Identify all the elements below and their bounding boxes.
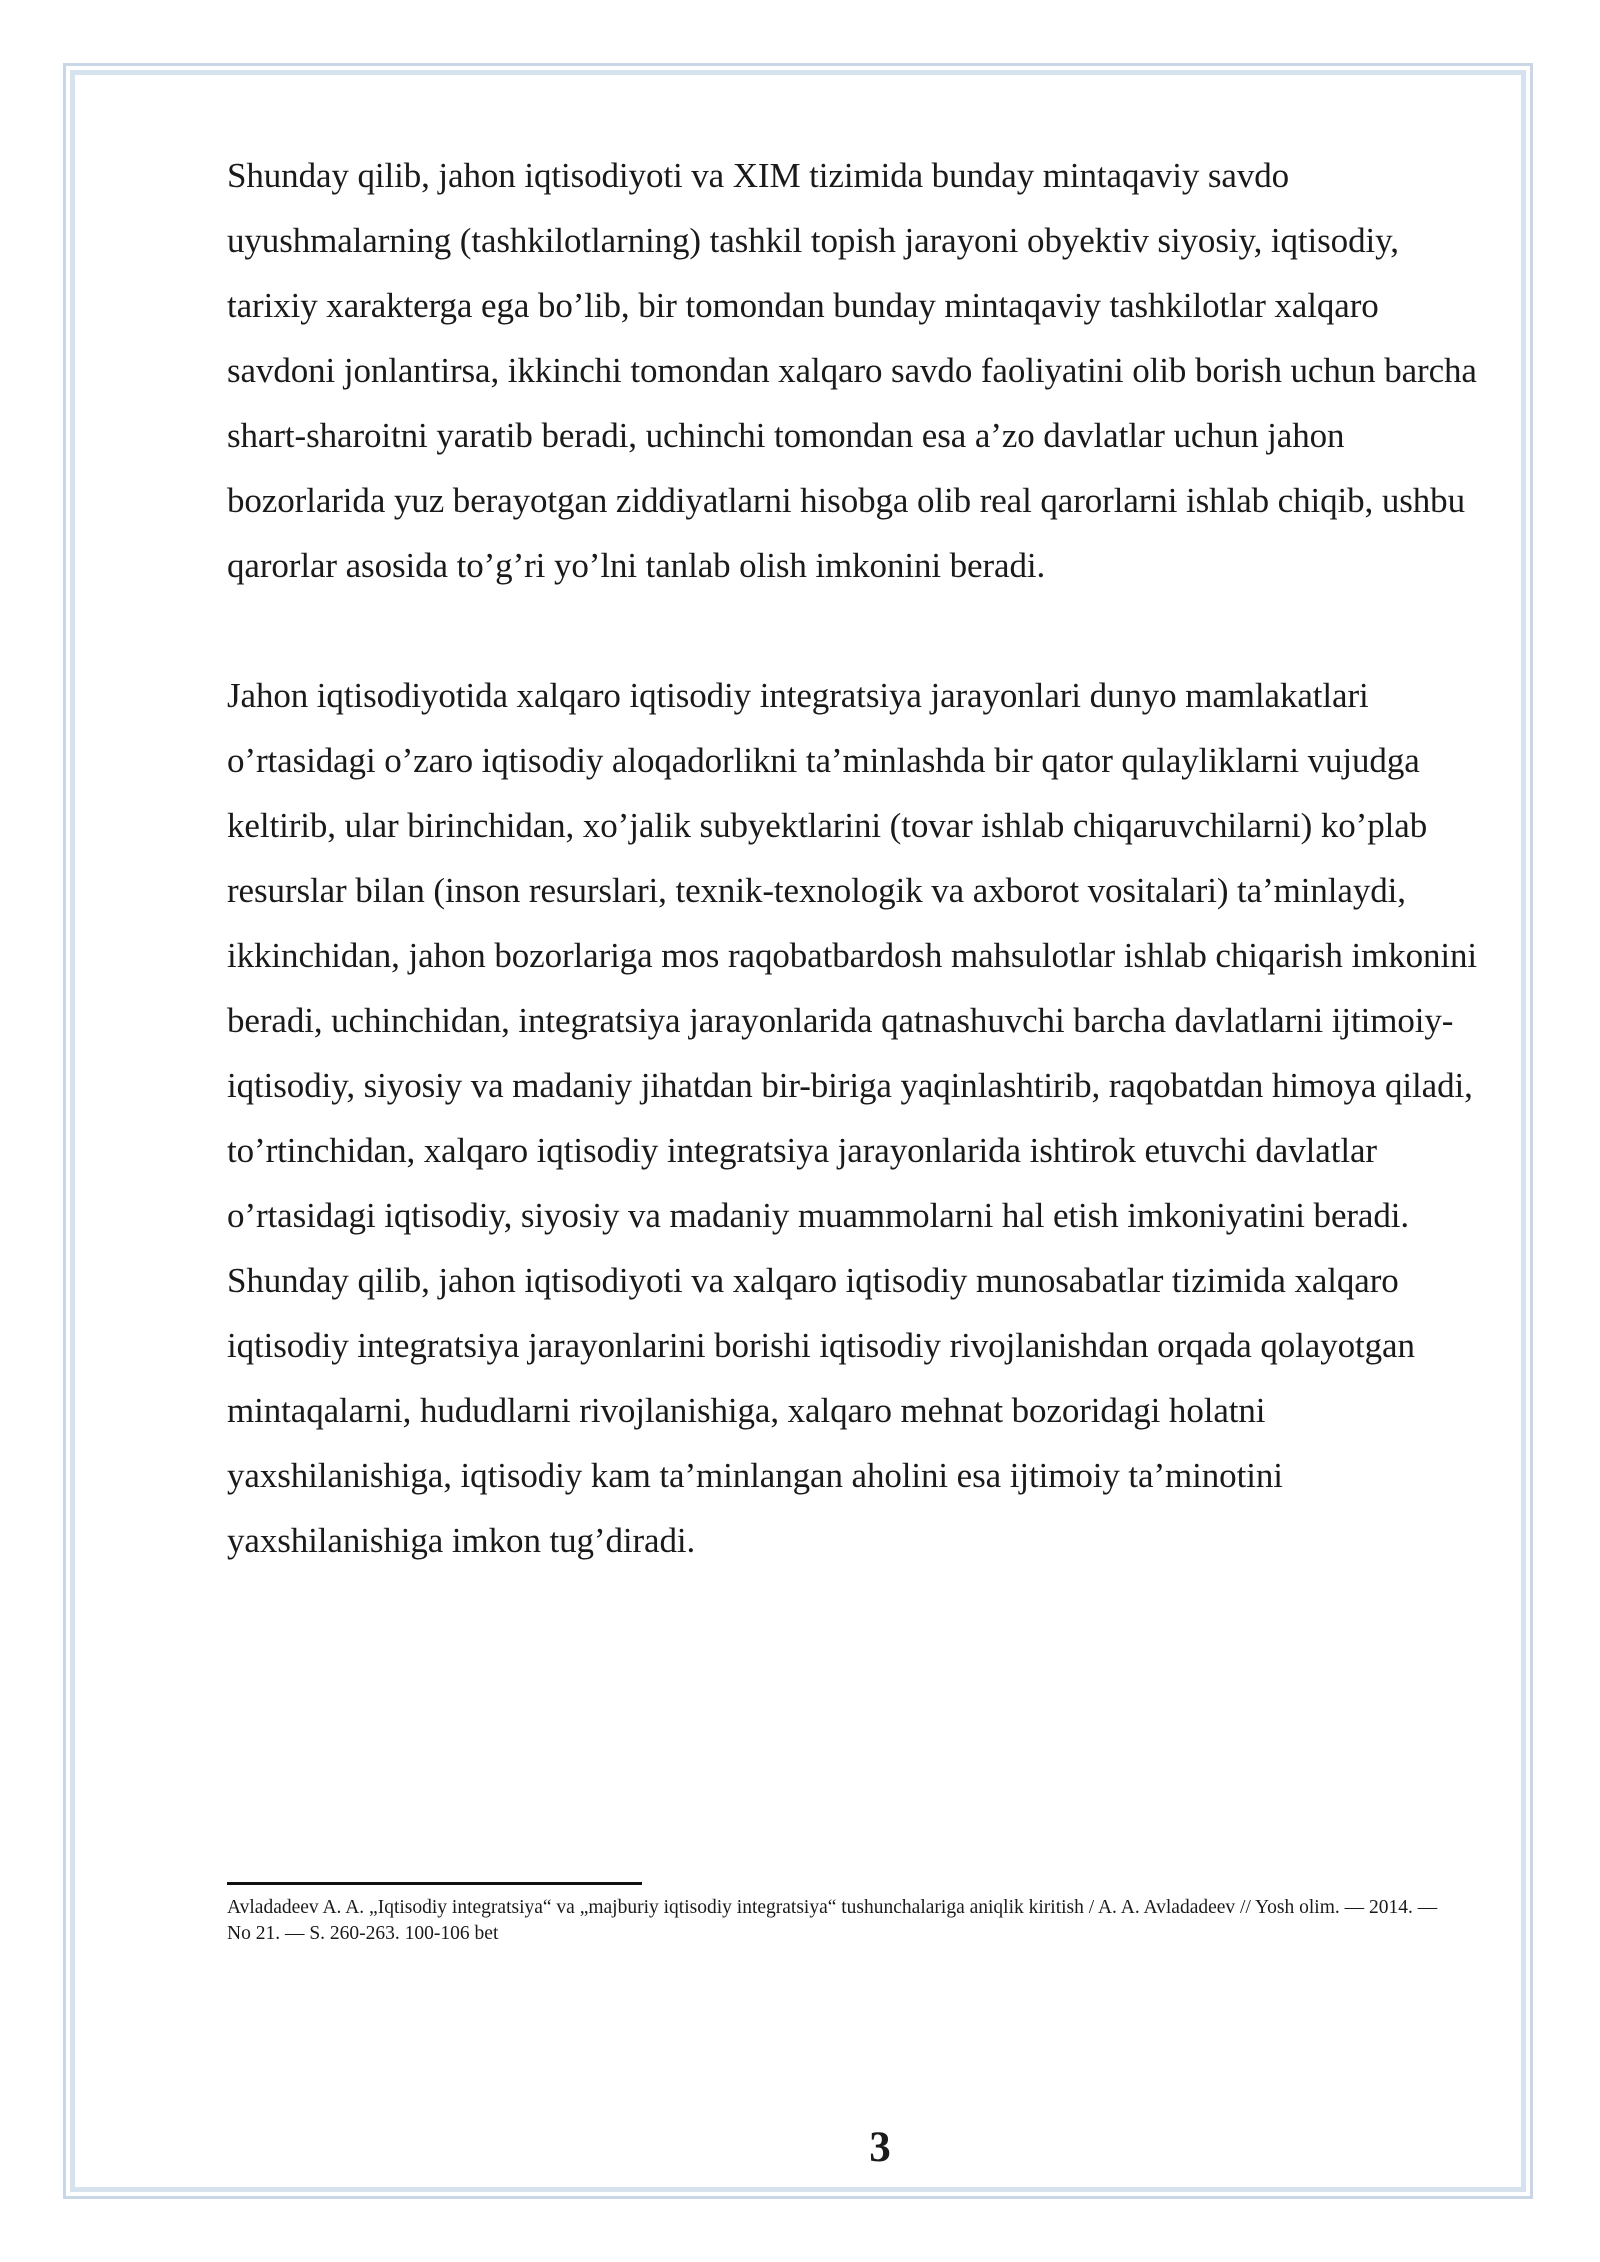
document-body	[227, 143, 1492, 1573]
paragraph-2: Jahon iqtisodiyotida xalqaro iqtisodiy integratsiya jarayonlari dunyo mamlakatlari o’rtasidagi o’zaro iqtisodiy aloqadorlikni ta’minlashda bir qator qulayliklarni vujudga keltirib, ular birinchidan, xo’jalik subyektlarini (tovar ishlab chiqaruvchilarni) ko’plab resurslar bilan (inson resurslari, texnik-texnologik va axborot vositalari) ta’minlaydi, ikkinchidan, jahon bozorlariga mos raqobatbardosh mahsulotlar ishlab chiqarish imkonini beradi, uchinchidan, integratsiya jarayonlarida qatnashuvchi barcha davlatlarni ijtimoiy-iqtisodiy, siyosiy va madaniy jihatdan bir-biriga yaqinlashtirib, raqobatdan himoya qiladi, to’rtinchidan, xalqaro iqtisodiy integratsiya jarayonlarida ishtirok etuvchi davlatlar o’rtasidagi iqtisodiy, siyosiy va madaniy muammolarni hal etish imkoniyatini beradi. Shunday qilib, jahon iqtisodiyoti va xalqaro iqtisodiy munosabatlar tizimida xalqaro iqtisodiy integratsiya jarayonlarini borishi iqtisodiy rivojlanishdan orqada qolayotgan mintaqalarni, hududlarni rivojlanishiga, xalqaro mehnat bozoridagi holatni yaxshilanishiga, iqtisodiy kam ta’minlangan aholini esa ijtimoiy ta’minotini yaxshilanishiga imkon tug’diradi.	[227, 676, 1478, 1560]
page-number: 3	[869, 2124, 891, 2171]
footnote: Avladadeev A. A. „Iqtisodiy integratsiya“ va „majburiy iqtisodiy integratsiya“ tushunchalariga aniqlik kiritish / A. A. Avladadeev // Yosh olim. — 2014. — No 21. — S. 260-263. 100-106 bet	[227, 1897, 1438, 1944]
footnote-separator	[227, 1882, 642, 1885]
paragraph-1: Shunday qilib, jahon iqtisodiyoti va XIM tizimida bunday mintaqaviy savdo uyushmalarning (tashkilotlarning) tashkil topish jarayoni obyektiv siyosiy, iqtisodiy, tarixiy xarakterga ega bo’lib, bir tomondan bunday mintaqaviy tashkilotlar xalqaro savdoni jonlantirsa, ikkinchi tomondan xalqaro savdo faoliyatini olib borish uchun barcha shart-sharoitni yaratib beradi, uchinchi tomondan esa a’zo davlatlar uchun jahon bozorlarida yuz berayotgan ziddiyatlarni hisobga olib real qarorlarni ishlab chiqib, ushbu qarorlar asosida to’g’ri yo’lni tanlab olish imkonini beradi.	[227, 156, 1477, 585]
